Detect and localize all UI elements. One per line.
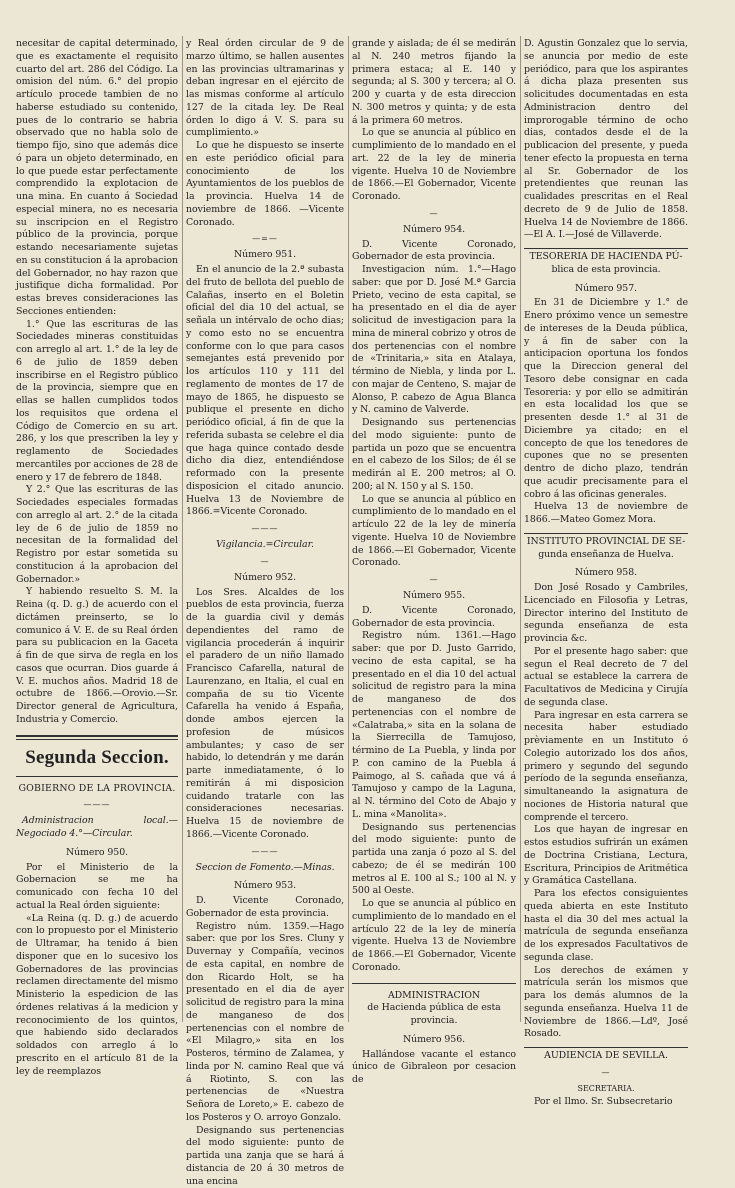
paragraph: Lo que se anuncia al público en cumplimiento de lo mandado en el artículo 22 de la ley de minería vigente. Huelva 10 de Noviembre de 1866.—El Gobernador, Vicente Coronado. bbox=[352, 494, 516, 571]
notice-number: Número 957. bbox=[524, 283, 688, 296]
notice-number: Número 951. bbox=[186, 249, 344, 262]
notice-number: Número 958. bbox=[524, 567, 688, 580]
paragraph: Para ingresar en esta carrera se necesita haber estudiado prèviamente en un Instituto ó Colegio autorizado los dos años, primero y segundo del segundo período de la segunda enseñanza, simultaneando la asignatura de nociones de Historia natural que comprende el tercero. bbox=[524, 710, 688, 825]
heading-administracion-sub: de Hacienda pública de esta provincia. bbox=[352, 1002, 516, 1028]
notice-number: Número 954. bbox=[352, 224, 516, 237]
section-title: Segunda Seccion. bbox=[16, 746, 178, 770]
section-rule bbox=[524, 533, 688, 534]
paragraph: Para los efectos consiguientes queda abierta en este Instituto hasta el dia 30 del mes actual la matrícula de segunda enseñanza de los expresados Facultativos de segunda clase. bbox=[524, 888, 688, 965]
notice-number: Número 952. bbox=[186, 572, 344, 585]
section-rule bbox=[524, 1047, 688, 1048]
paragraph: Los Sres. Alcaldes de los pueblos de esta provincia, fuerza de la guardia civil y demás dependientes del ramo de vigilancia procederán á inquirir el paradero de un niño llamado Francisco Cafarella, natural de Laurenzano, en Italia, el cual en compaña de su tio Vicente Cafarella ha venido á España, donde ambos ejercen la profesion de músicos ambulantes; y caso de ser habido, lo detendrán y me darán parte inmediatamente, ó lo remitirán á mi disposicion cuidando tratarle con las consideraciones necesarias. Huelva 15 de noviembre de 1866.—Vicente Coronado. bbox=[186, 587, 344, 842]
paragraph: Lo que se anuncia al público en cumplimiento de lo mandado en el art. 22 de la ley de mineria vigente. Huelva 10 de Noviembre de 1866.—El Gobernador, Vicente Coronado. bbox=[352, 127, 516, 204]
paragraph: Designando sus pertenencias del modo siguiente: punto de partida un pozo que se encuentra en el cabezo de los Silos; de él se medirán al E. 200 metros; al O. 200; al N. 150 y al S. 150. bbox=[352, 417, 516, 494]
notice-number: Número 955. bbox=[352, 590, 516, 603]
column-4 bbox=[524, 38, 688, 1022]
paragraph: Designando sus pertenencias del modo siguiente: punto de partida una zanja que se hará á distancia de 20 á 30 metros de una encina bbox=[186, 1125, 344, 1188]
column-rule bbox=[520, 36, 521, 1022]
divider: — bbox=[186, 558, 344, 566]
paragraph: Los derechos de exámen y matrícula serán los mismos que para los demás alumnos de la segunda enseñanza. Huelva 11 de Noviembre de 1866.—Ldº, José Rosado. bbox=[524, 965, 688, 1042]
paragraph: Por el presente hago saber: que segun el Real decreto de 7 del actual se establece la carrera de Facultativos de Medicina y Cirujía de segunda clase. bbox=[524, 646, 688, 710]
paragraph: y Real órden circular de 9 de marzo último, se hallen ausentes en las provincias ultramarinas y deban ingresar en el ejército de las mismas conforme al artículo 127 de la citada ley. De Real órden lo digo á V. S. para su cumplimiento.» bbox=[186, 38, 344, 140]
divider: —=— bbox=[186, 235, 344, 243]
divider: — bbox=[352, 576, 516, 584]
column-rule bbox=[182, 36, 183, 1022]
paragraph: En 31 de Diciembre y 1.° de Enero próximo vence un semestre de intereses de la Deuda pública, y á fin de saber con la anticipacion oportuna los fondos que la Direccion general del Tesoro debe consignar en cada Tesoreria: y por ello se admitirán en esta localidad los que se presenten desde 1.° al 31 de Diciembre ya citado; en el concepto de que los tenedores de cupones que no se presenten dentro de dicho plazo, tendrán que acudir precisamente para el cobro á las oficinas generales. bbox=[524, 297, 688, 501]
notice-number: Número 956. bbox=[352, 1034, 516, 1047]
section-rule bbox=[16, 776, 178, 777]
paragraph: Por el Ilmo. Sr. Subsecretario bbox=[524, 1096, 688, 1109]
section-head-vigilancia: Vigilancia.=Circular. bbox=[186, 539, 344, 552]
paragraph: Lo que se anuncia al público en cumplimiento de lo mandado en el artículo 22 de la ley de minería vigente. Huelva 13 de Noviembre de 1866.—El Gobernador, Vicente Coronado. bbox=[352, 898, 516, 975]
paragraph: D. Vicente Coronado, Gobernador de esta provincia. bbox=[352, 605, 516, 631]
paragraph: Y habiendo resuelto S. M. la Reina (q. D. g.) de acuerdo con el dictámen preinserto, se lo comunico á V. E. de su Real órden para su publicacion en la Gaceta á fin de que sirva de regla en los casos que ocurran. Dios guarde á V. E. muchos años. Madrid 18 de octubre de 1866.—Orovio.—Sr. Director general de Agricultura, Industria y Comercio. bbox=[16, 586, 178, 726]
paragraph: D. Agustin Gonzalez que lo servia, se anuncia por medio de este periódico, para que los aspirantes á dicha plaza presenten sus solicitudes documentadas en esta Administracion dentro del improrogable término de ocho dias, contados desde el de la publicacion del presente, y pueda tener efecto la propuesta en terna al Sr. Gobernador de los pretendientes que reunan las cualidades prescritas en el Real decreto de 9 de Julio de 1858. Huelva 14 de Noviembre de 1866.—El A. I.—José de Villaverde. bbox=[524, 38, 688, 242]
heading-gobierno: GOBIERNO DE LA PROVINCIA. bbox=[16, 783, 178, 796]
paragraph: Registro núm. 1361.—Hago saber: que por D. Justo Garrido, vecino de esta capital, se ha presentado en el dia 10 del actual solicitud de registro para la mina de manganeso de dos pertenencias con el nombre de «Calatraba,» sita en la solana de la Sierrecilla de Tamujoso, término de La Puebla, y linda por P. con camino de la Puebla á Paimogo, al S. cañada que vá á Tamujoso y campo de la Laguna, al N. término del Coto de Abajo y L. mina «Manolita». bbox=[352, 630, 516, 821]
heading-instituto: INSTITUTO PROVINCIAL DE SE- bbox=[524, 536, 688, 549]
paragraph: Lo que he dispuesto se inserte en este periódico oficial para conocimiento de los Ayuntamientos de los pueblos de la provincia. Huelva 14 de noviembre de 1866. —Vicente Coronado. bbox=[186, 140, 344, 229]
paragraph: Los que hayan de ingresar en estos estudios sufrirán un exámen de Doctrina Cristiana, Lectura, Escritura, Principios de Aritmética y Gramática Castellana. bbox=[524, 824, 688, 888]
heading-instituto-sub: gunda enseñanza de Huelva. bbox=[524, 549, 688, 562]
section-rule bbox=[524, 248, 688, 249]
paragraph: Hallándose vacante el estanco único de Gibraleon por cesacion de bbox=[352, 1049, 516, 1087]
paragraph: D. Vicente Coronado, Gobernador de esta provincia. bbox=[352, 239, 516, 265]
section-rule bbox=[352, 983, 516, 984]
paragraph: Registro núm. 1359.—Hago saber: que por los Sres. Cluny y Duvernay y Compañía, vecinos de esta capital, en nombre de don Ricardo Holt, se ha presentado en el dia de ayer solicitud de registro para la mina de manganeso de dos pertenencias con el nombre de «El Milagro,» sita en los Posteros, término de Zalamea, y linda por N. camino Real que vá á Riotinto, S. con las pertenencias de «Nuestra Señora de Loreto,» E. cabezo de los Posteros y O. arroyo Gonzalo. bbox=[186, 921, 344, 1125]
paragraph: Y 2.° Que las escrituras de las Sociedades especiales formadas con arreglo al art. 2.° de la citada ley de 6 de julio de 1859 no necesitan de la formalidad del Registro por estar sometida su constitucion á la aprobacion del Gobernador.» bbox=[16, 484, 178, 586]
paragraph: 1.° Que las escrituras de las Sociedades mineras constituidas con arreglo al art. 1.° de la ley de 6 de julio de 1859 deben inscribirse en el Registro público de la provincia, siempre que en ellas se hallen cumplidos todos los requisitos que ordena el Código de Comercio en su art. 286, y los que prescriben la ley y reglamento de Sociedades mercantiles por acciones de 28 de enero y 17 de febrero de 1848. bbox=[16, 319, 178, 485]
divider: ——— bbox=[186, 848, 344, 856]
column-1 bbox=[16, 38, 178, 1022]
notice-number: Número 950. bbox=[16, 847, 178, 860]
column-3 bbox=[352, 38, 516, 1022]
column-2 bbox=[186, 38, 344, 1022]
heading-tesoreria-sub: blica de esta provincia. bbox=[524, 264, 688, 277]
paragraph: grande y aislada; de él se medirán al N. 240 metros fijando la primera estaca; al E. 140 y segunda; al S. 300 y tercera; al O. 200 y cuarta y de esta direccion N. 300 metros y quinta; y de esta á la primera 60 metros. bbox=[352, 38, 516, 127]
section-rule bbox=[16, 739, 178, 740]
notice-number: Número 953. bbox=[186, 880, 344, 893]
divider: — bbox=[524, 1069, 688, 1077]
paragraph: En el anuncio de la 2.ª subasta del fruto de bellota del pueblo de Calañas, inserto en el Boletin oficial del dia 10 del actual, se señala un intérvalo de ocho dias; y como esto no se encuentra conforme con lo que para casos semejantes está prevenido por los artículos 110 y 111 del reglamento de montes de 17 de mayo de 1865, he dispuesto se publique el presente en dicho periódico oficial, á fin de que la referida subasta se celebre el dia que haga quince contado desde dicho dia diez, entendiéndose reformado con la presente disposicion el citado anuncio. Huelva 13 de Noviembre de 1866.=Vicente Coronado. bbox=[186, 264, 344, 519]
heading-tesoreria: TESORERIA DE HACIENDA PÚ- bbox=[524, 251, 688, 264]
paragraph: Don José Rosado y Cambriles, Licenciado en Filosofia y Letras, Director interino del Instituto de segunda enseñanza de esta provincia &c. bbox=[524, 582, 688, 646]
paragraph: «La Reina (q. D. g.) de acuerdo con lo propuesto por el Ministerio de Ultramar, ha tenido á bien disponer que en lo sucesivo los Gobernadores de las provincias reclamen directamente del mismo Ministerio la espedicion de las órdenes relativas á la medicion y reconocimiento de los quintos, que habiendo sido declarados soldados con arreglo á lo prescrito en el artículo 81 de la ley de reemplazos bbox=[16, 913, 178, 1079]
section-head-fomento: Seccion de Fomento.—Minas. bbox=[186, 862, 344, 875]
paragraph: D. Vicente Coronado, Gobernador de esta provincia. bbox=[186, 895, 344, 921]
divider: ——— bbox=[16, 801, 178, 809]
heading-secretaria: SECRETARIA. bbox=[524, 1083, 688, 1096]
divider: ——— bbox=[186, 525, 344, 533]
paragraph: Huelva 13 de noviembre de 1866.—Mateo Gomez Mora. bbox=[524, 501, 688, 527]
heading-administracion: ADMINISTRACION bbox=[352, 990, 516, 1003]
heading-audiencia: AUDIENCIA DE SEVILLA. bbox=[524, 1050, 688, 1063]
paragraph: Designando sus pertenencias del modo siguiente: punto de partida una zanja ó pozo al S. del cabezo; de él se medirán 100 metros al E. 100 al S.; 100 al N. y 500 al Oeste. bbox=[352, 822, 516, 899]
paragraph: Por el Ministerio de la Gobernacion se me ha comunicado con fecha 10 del actual la Real órden siguiente: bbox=[16, 862, 178, 913]
paragraph: Investigacion núm. 1.°—Hago saber: que por D. José M.ª Garcia Prieto, vecino de esta capital, se ha presentado en el dia de ayer solicitud de investigacion para la mina de mineral cobrizo y otros de dos pertenencias con el nombre de «Trinitaria,» sita en Atalaya, término de Niebla, y linda por L. con majar de Centeno, S. majar de Alonso, P. cabezo de Agua Blanca y N. camino de Valverde. bbox=[352, 264, 516, 417]
column-rule bbox=[348, 36, 349, 1022]
admin-line: Administracion local.—Negociado 4.°—Circular. bbox=[16, 815, 178, 841]
divider: — bbox=[352, 210, 516, 218]
section-rule bbox=[16, 735, 178, 737]
paragraph: necesitar de capital determinado, que es exactamente el requisito cuarto del art. 286 del Código. La omision del núm. 6.° del propio artículo procede tambien de no haberse estudiado su contenido, pues de lo contrario se habria observado que no habla solo de tiempo fijo, sino que además dice ó para un objeto determinado, en lo que puede estar perfectamente comprendido la explotacion de una mina. En cuanto á Sociedad especial minera, no es necesaria su inscripcion en el Registro público de la provincia, porque estando necesariamente sujetas en su constitucion á la aprobacion del Gobernador, no hay razon que justifique dicha formalidad. Por estas breves consideraciones las Secciones entienden: bbox=[16, 38, 178, 319]
